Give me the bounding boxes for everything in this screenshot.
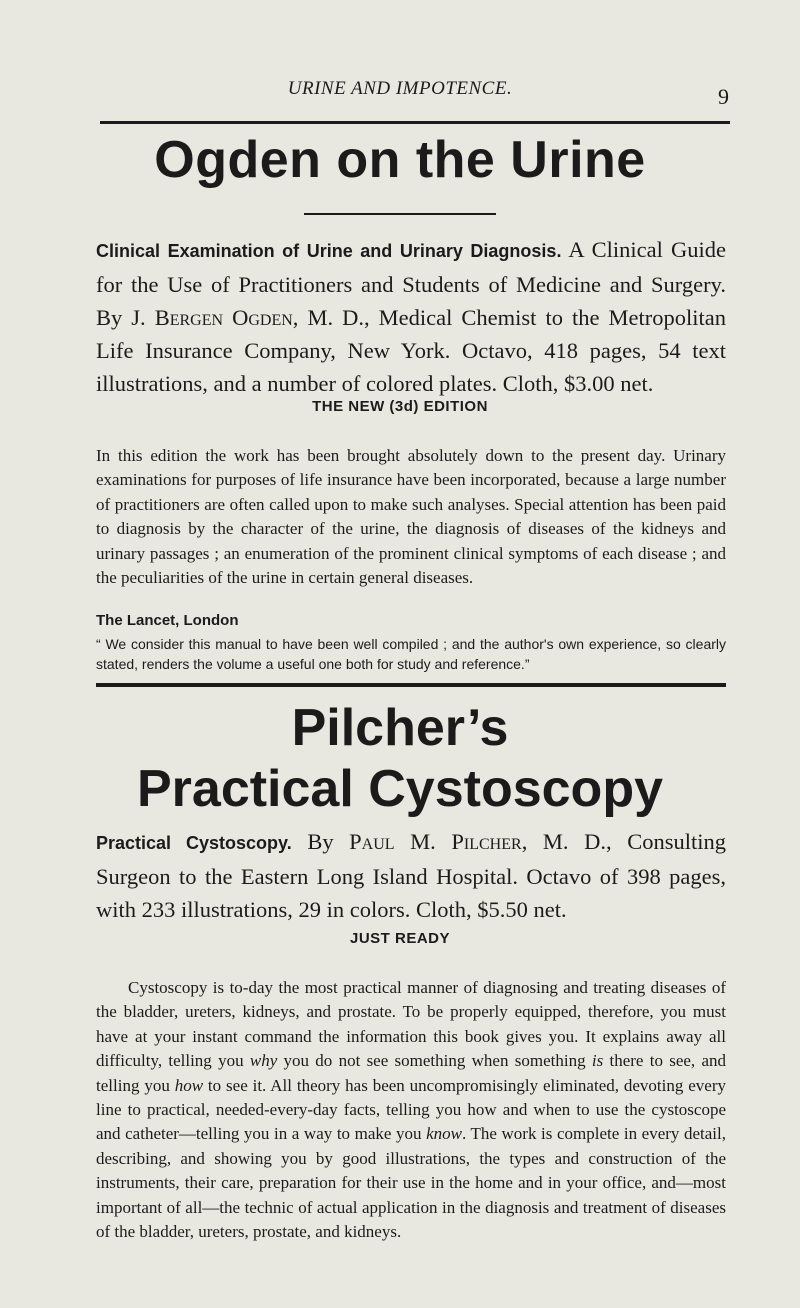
pilcher-em-know: know [426,1124,462,1144]
running-head: URINE AND IMPOTENCE. [287,78,513,99]
pilcher-em-is: is [591,1051,604,1071]
ogden-title: Ogden on the Urine [154,131,646,189]
review-quote: “ We consider this manual to have been well compiled ; and the author's own experience, so clearly stated, renders the volume a useful one both for study and reference.” [96,636,726,672]
ogden-description [96,233,726,400]
pilcher-text [96,976,726,1244]
pilcher-text-part5: . The work is complete in every detail, describing, and showing you by good illustrations, the types and construction of the instruments, their care, preparation for their use in the home and in your office, and—most important of all—the technic of actual application in the diagnosis and treatment of diseases of the bladder, ureters, prostate, and kidneys. [96,1124,726,1242]
header-rule [100,121,730,124]
review-source: The Lancet, London [96,612,239,629]
pilcher-em-how: how [174,1075,204,1095]
ogden-author: Bergen Ogden [154,305,293,330]
pilcher-lead: Practical Cystoscopy. [96,833,292,853]
ogden-notice: In this edition the work has been brought absolutely down to the present day. Urinary examinations for purposes of life insurance have been incorporated, because a large number of practitioners are often called upon to make such analyses. Special attention has been paid to diagnosis by the character of the urine, the diagnosis of diseases of the kidneys and urinary passages ; an enumeration of the prominent clinical symptoms of each disease ; and the peculiarities of the urine in certain general diseases. [96,446,726,588]
ogden-desc-part1: A Clinical Guide for the Use of Practitioners and Students of Medicine and Surgery. By J. [96,237,726,330]
pilcher-title-line2: Practical Cystoscopy [136,760,664,818]
pilcher-text-part3: there to see, and telling you [96,1051,726,1095]
pilcher-desc-part1: By [291,829,350,854]
pilcher-title-line1: Pilcher’s [291,699,509,757]
pilcher-description [96,825,726,926]
pilcher-text-part4: to see it. All theory has been uncompromisingly eliminated, devoting every line to practical, needed-every-day facts, telling you how and when to use the cystoscope and catheter—telling you in a way to make you [96,1075,726,1144]
pilcher-author: Paul M. Pilcher [349,829,522,854]
pilcher-desc-part2: , M. D., Consulting Surgeon to the Eastern Long Island Hospital. Octavo of 398 pages, with 233 illustrations, 29 in colors. Cloth, $5.50 net. [96,829,726,922]
section-divider [96,683,726,687]
pilcher-status: JUST READY [349,930,451,947]
ogden-edition: THE NEW (3d) EDITION [312,398,488,415]
title-underline [304,213,496,215]
pilcher-text-part2: you do not see something when something [277,1051,592,1071]
ogden-desc-part2: , M. D., Medical Chemist to the Metropolitan Life Insurance Company, New York. Octavo, 418 pages, 54 text illustrations, and a number of colored plates. Cloth, $3.00 net. [96,305,726,396]
page-number: 9 [718,84,729,109]
pilcher-text-part1: Cystoscopy is to-day the most practical manner of diagnosing and treating diseases of the bladder, ureters, kidneys, and prostate. To be properly equipped, therefore, you must have at your instant command the information this book gives you. It explains away all difficulty, telling you [96,978,726,1071]
pilcher-em-why: why [249,1051,278,1071]
ogden-lead: Clinical Examination of Urine and Urinary Diagnosis. [96,241,562,261]
